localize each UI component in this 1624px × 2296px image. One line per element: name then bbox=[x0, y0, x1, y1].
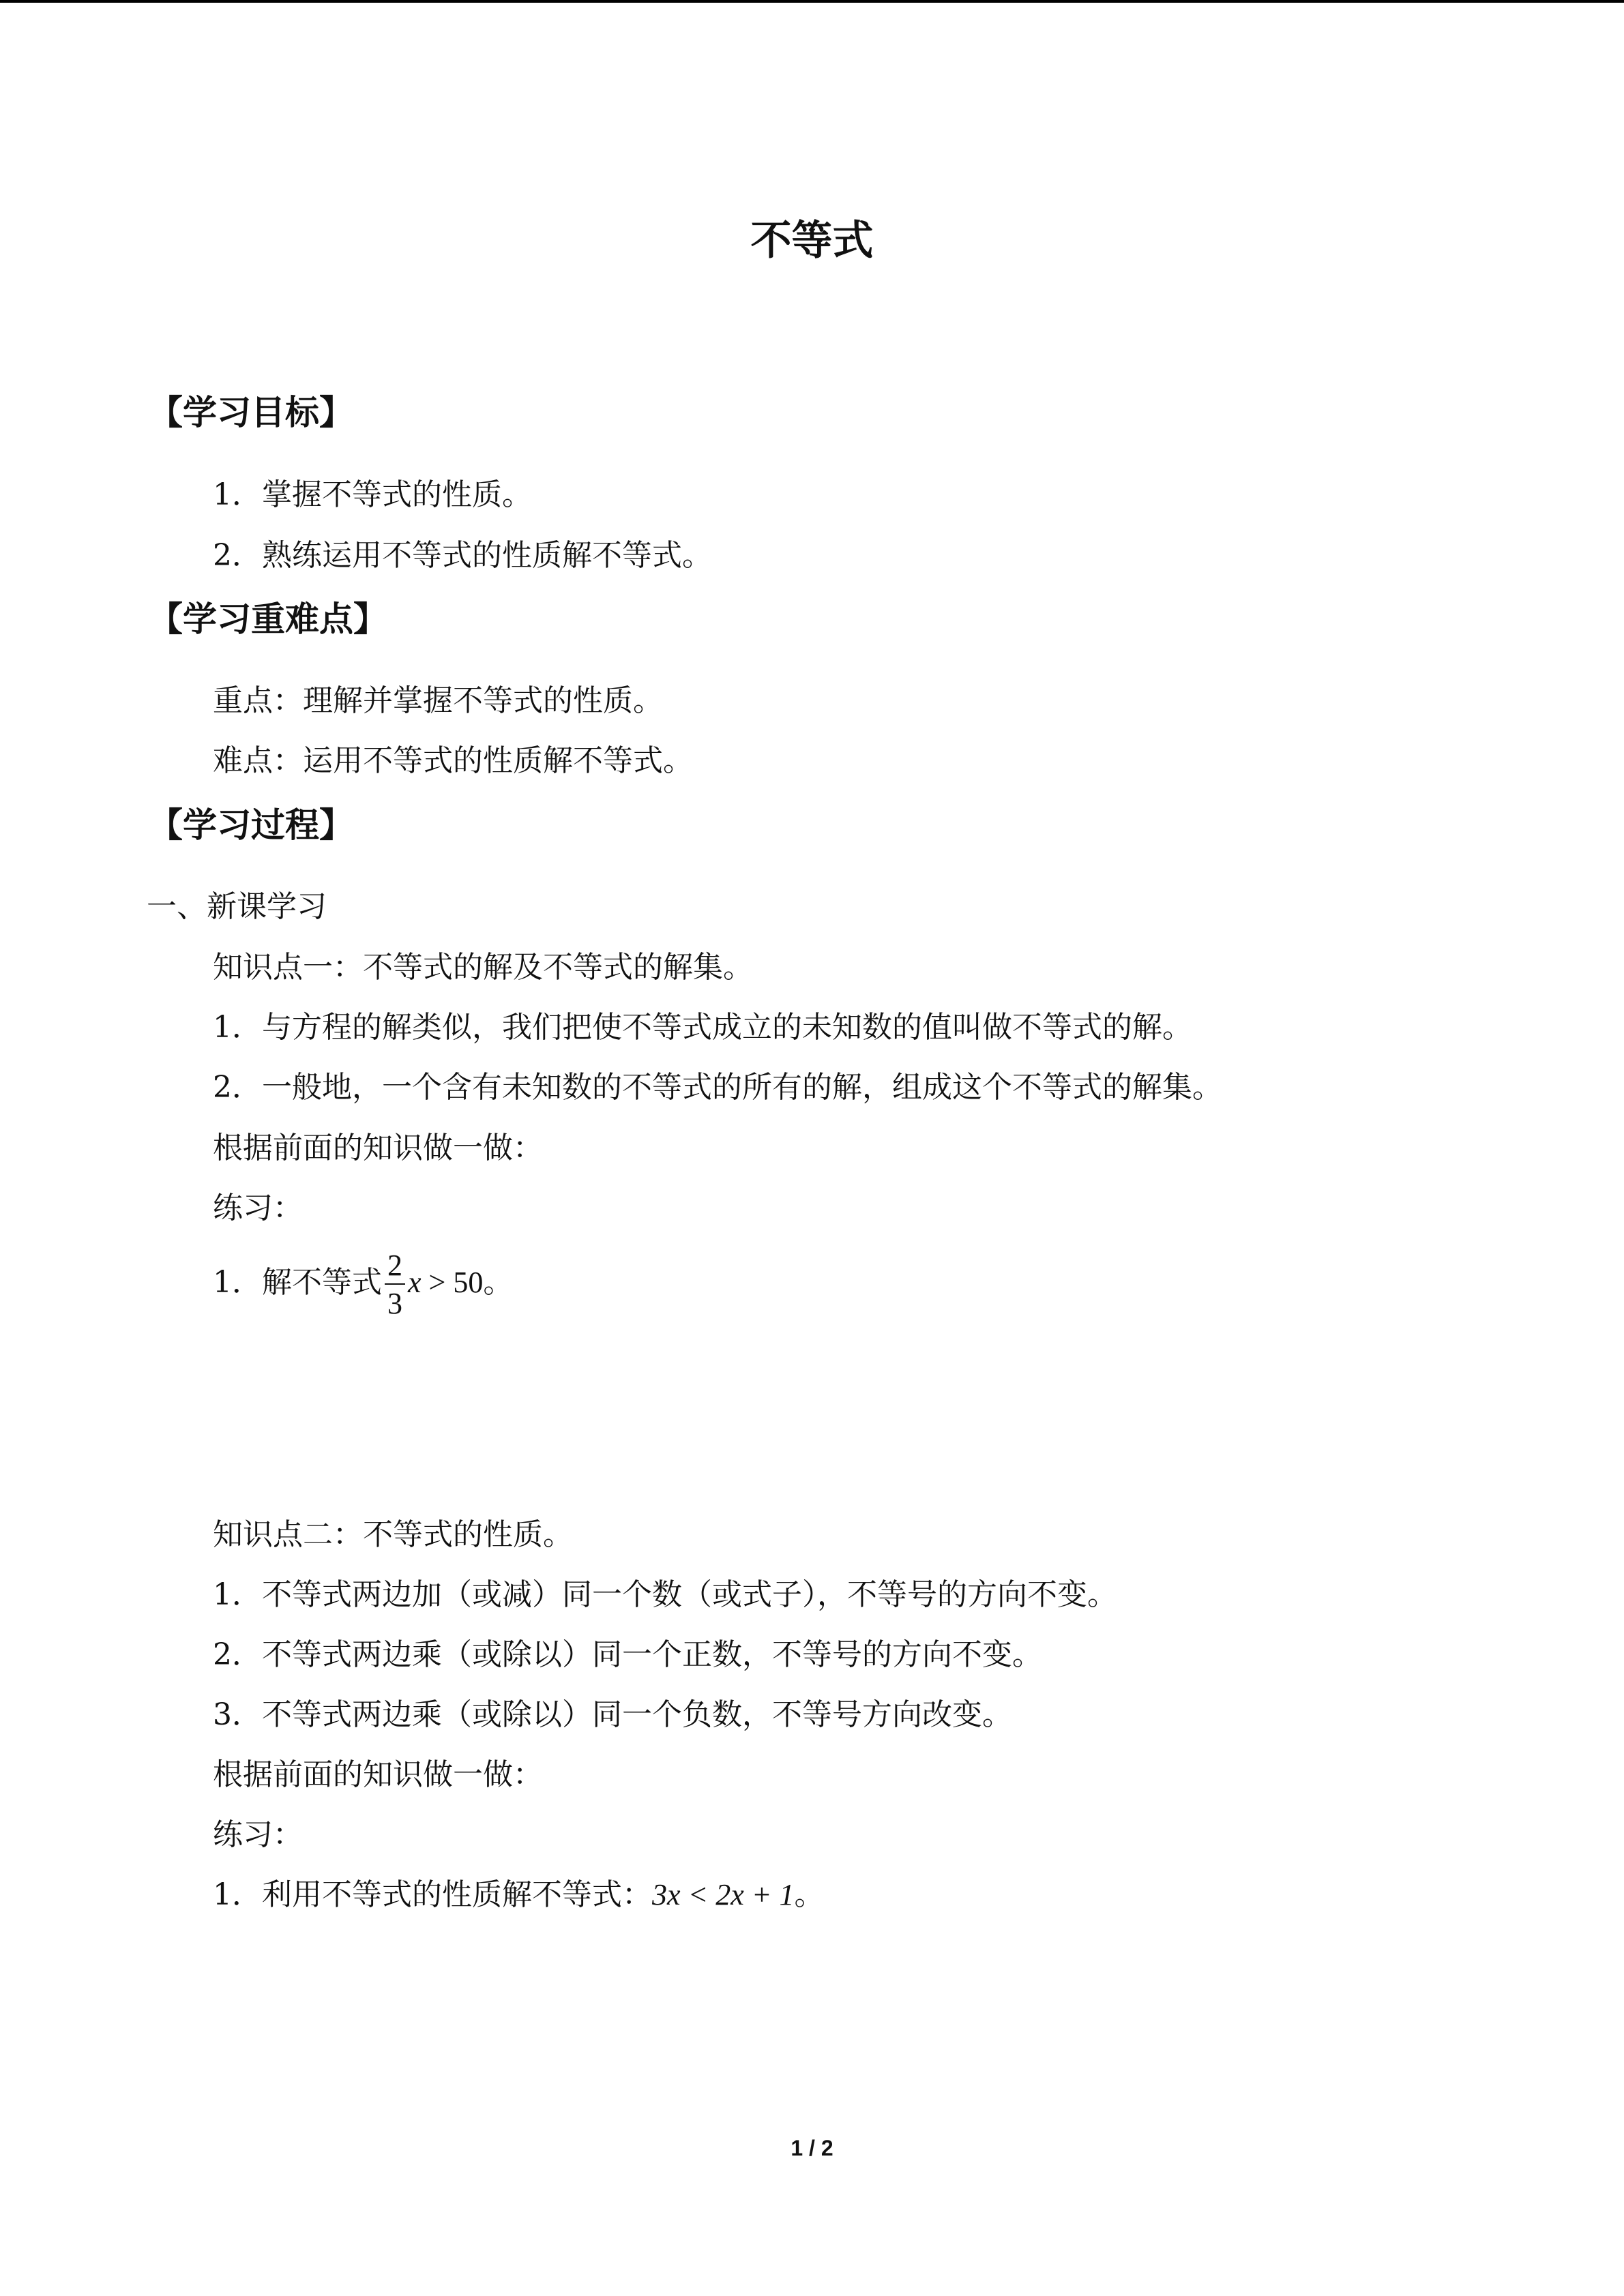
knowledge-item: 2．不等式两边乘（或除以）同一个正数，不等号的方向不变。 bbox=[213, 1637, 1042, 1672]
exercise-end: 。 bbox=[794, 1877, 825, 1912]
part-heading: 一、新课学习 bbox=[147, 889, 327, 924]
keypoint-item: 难点：运用不等式的性质解不等式。 bbox=[213, 743, 693, 778]
document-title: 不等式 bbox=[750, 217, 874, 265]
section-heading-keypoints: 【学习重难点】 bbox=[149, 599, 387, 639]
exercise-text: 1．利用不等式的性质解不等式： bbox=[213, 1877, 652, 1912]
practice-label: 练习： bbox=[213, 1817, 303, 1852]
keypoint-item: 重点：理解并掌握不等式的性质。 bbox=[213, 683, 663, 718]
knowledge-point-title: 知识点一：不等式的解及不等式的解集。 bbox=[213, 950, 753, 985]
math-expression: 3x < 2x + 1 bbox=[652, 1878, 795, 1911]
goal-item: 2．熟练运用不等式的性质解不等式。 bbox=[213, 538, 712, 573]
exercise-text: 1．解不等式 bbox=[213, 1265, 382, 1300]
section-heading-process: 【学习过程】 bbox=[149, 805, 353, 845]
exercise-item bbox=[213, 1871, 824, 1919]
knowledge-point-title: 知识点二：不等式的性质。 bbox=[213, 1517, 573, 1552]
knowledge-item: 3．不等式两边乘（或除以）同一个负数，不等号方向改变。 bbox=[213, 1697, 1012, 1732]
math-rest: > 50 bbox=[421, 1266, 484, 1299]
goal-item: 1．掌握不等式的性质。 bbox=[213, 477, 532, 512]
do-it-prompt: 根据前面的知识做一做： bbox=[213, 1757, 543, 1792]
math-expression bbox=[408, 1266, 483, 1299]
knowledge-item: 2．一般地，一个含有未知数的不等式的所有的解，组成这个不等式的解集。 bbox=[213, 1070, 1222, 1105]
top-border bbox=[0, 0, 1624, 3]
do-it-prompt: 根据前面的知识做一做： bbox=[213, 1131, 543, 1165]
fraction-numerator: 2 bbox=[385, 1251, 405, 1285]
page-number: 1 / 2 bbox=[791, 2136, 833, 2160]
section-heading-goals: 【学习目标】 bbox=[149, 393, 353, 432]
practice-label: 练习： bbox=[213, 1191, 303, 1225]
fraction-denominator: 3 bbox=[387, 1286, 402, 1320]
exercise-item bbox=[213, 1245, 513, 1320]
knowledge-item: 1．不等式两边加（或减）同一个数（或式子），不等号的方向不变。 bbox=[213, 1577, 1117, 1612]
fraction bbox=[385, 1248, 405, 1320]
knowledge-item: 1．与方程的解类似，我们把使不等式成立的未知数的值叫做不等式的解。 bbox=[213, 1010, 1192, 1045]
exercise-end: 。 bbox=[483, 1265, 514, 1300]
math-variable: x bbox=[408, 1266, 422, 1299]
